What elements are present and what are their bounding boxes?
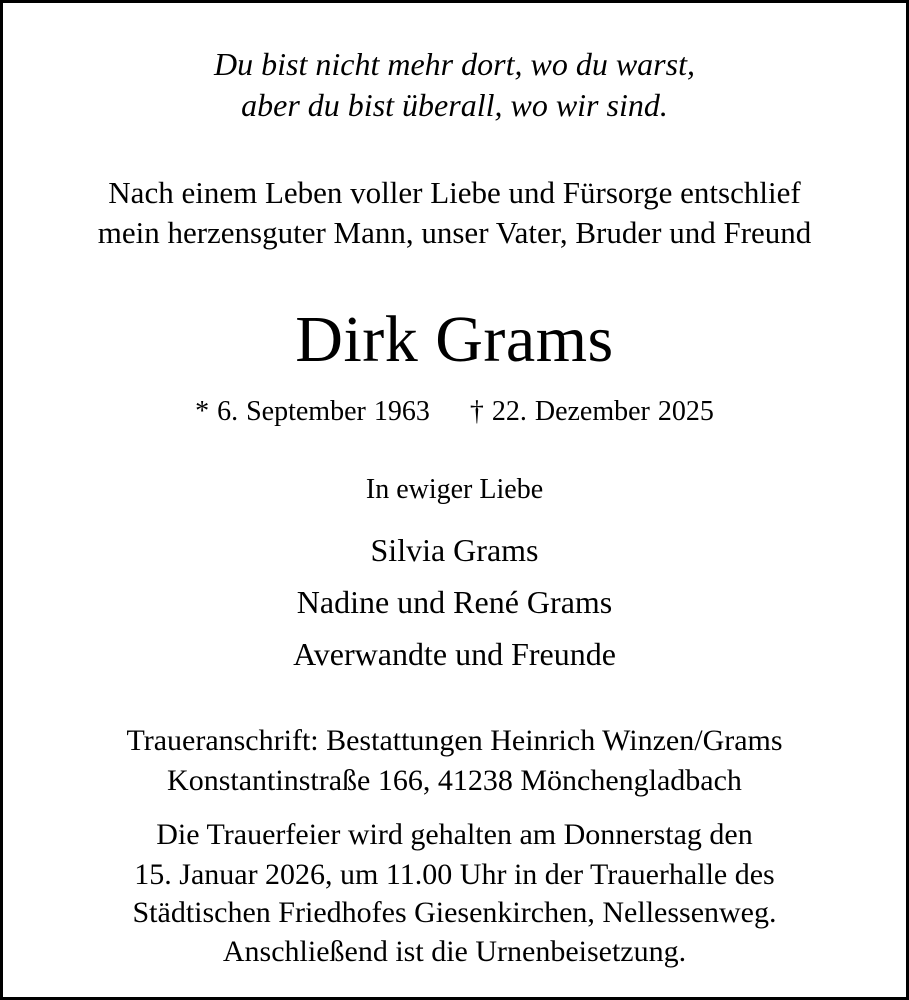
mourner-3: Averwandte und Freunde: [293, 636, 616, 672]
address-line-1: Traueranschrift: Bestattungen Heinrich Winzen/Grams: [126, 724, 783, 757]
closing-phrase: In ewiger Liebe: [365, 474, 544, 505]
ceremony-line-2: 15. Januar 2026, um 11.00 Uhr in der Trauerhalle des: [134, 858, 775, 891]
ceremony-line-4: Anschließend ist die Urnenbeisetzung.: [222, 935, 687, 968]
death-date: † 22. Dezember 2025: [469, 396, 714, 427]
life-dates: [3, 398, 906, 426]
ceremony-line-3: Städtischen Friedhofes Giesenkirchen, Nellessenweg.: [132, 896, 777, 929]
motto-line-2: aber du bist überall, wo wir sind.: [241, 87, 668, 123]
intro-line-1: Nach einem Leben voller Liebe und Fürsorge entschlief: [108, 175, 801, 210]
mourner-2: Nadine und René Grams: [296, 584, 613, 620]
motto-line-1: Du bist nicht mehr dort, wo du warst,: [214, 46, 695, 82]
mourner-1: Silvia Grams: [370, 532, 539, 568]
deceased-name: Dirk Grams: [295, 303, 614, 376]
intro-line-2: mein herzensguter Mann, unser Vater, Bruder und Freund: [97, 215, 812, 250]
ceremony-line-1: Die Trauerfeier wird gehalten am Donnerstag den: [156, 818, 753, 851]
address-line-2: Konstantinstraße 166, 41238 Mönchengladbach: [167, 764, 742, 797]
birth-date: * 6. September 1963: [195, 396, 430, 427]
